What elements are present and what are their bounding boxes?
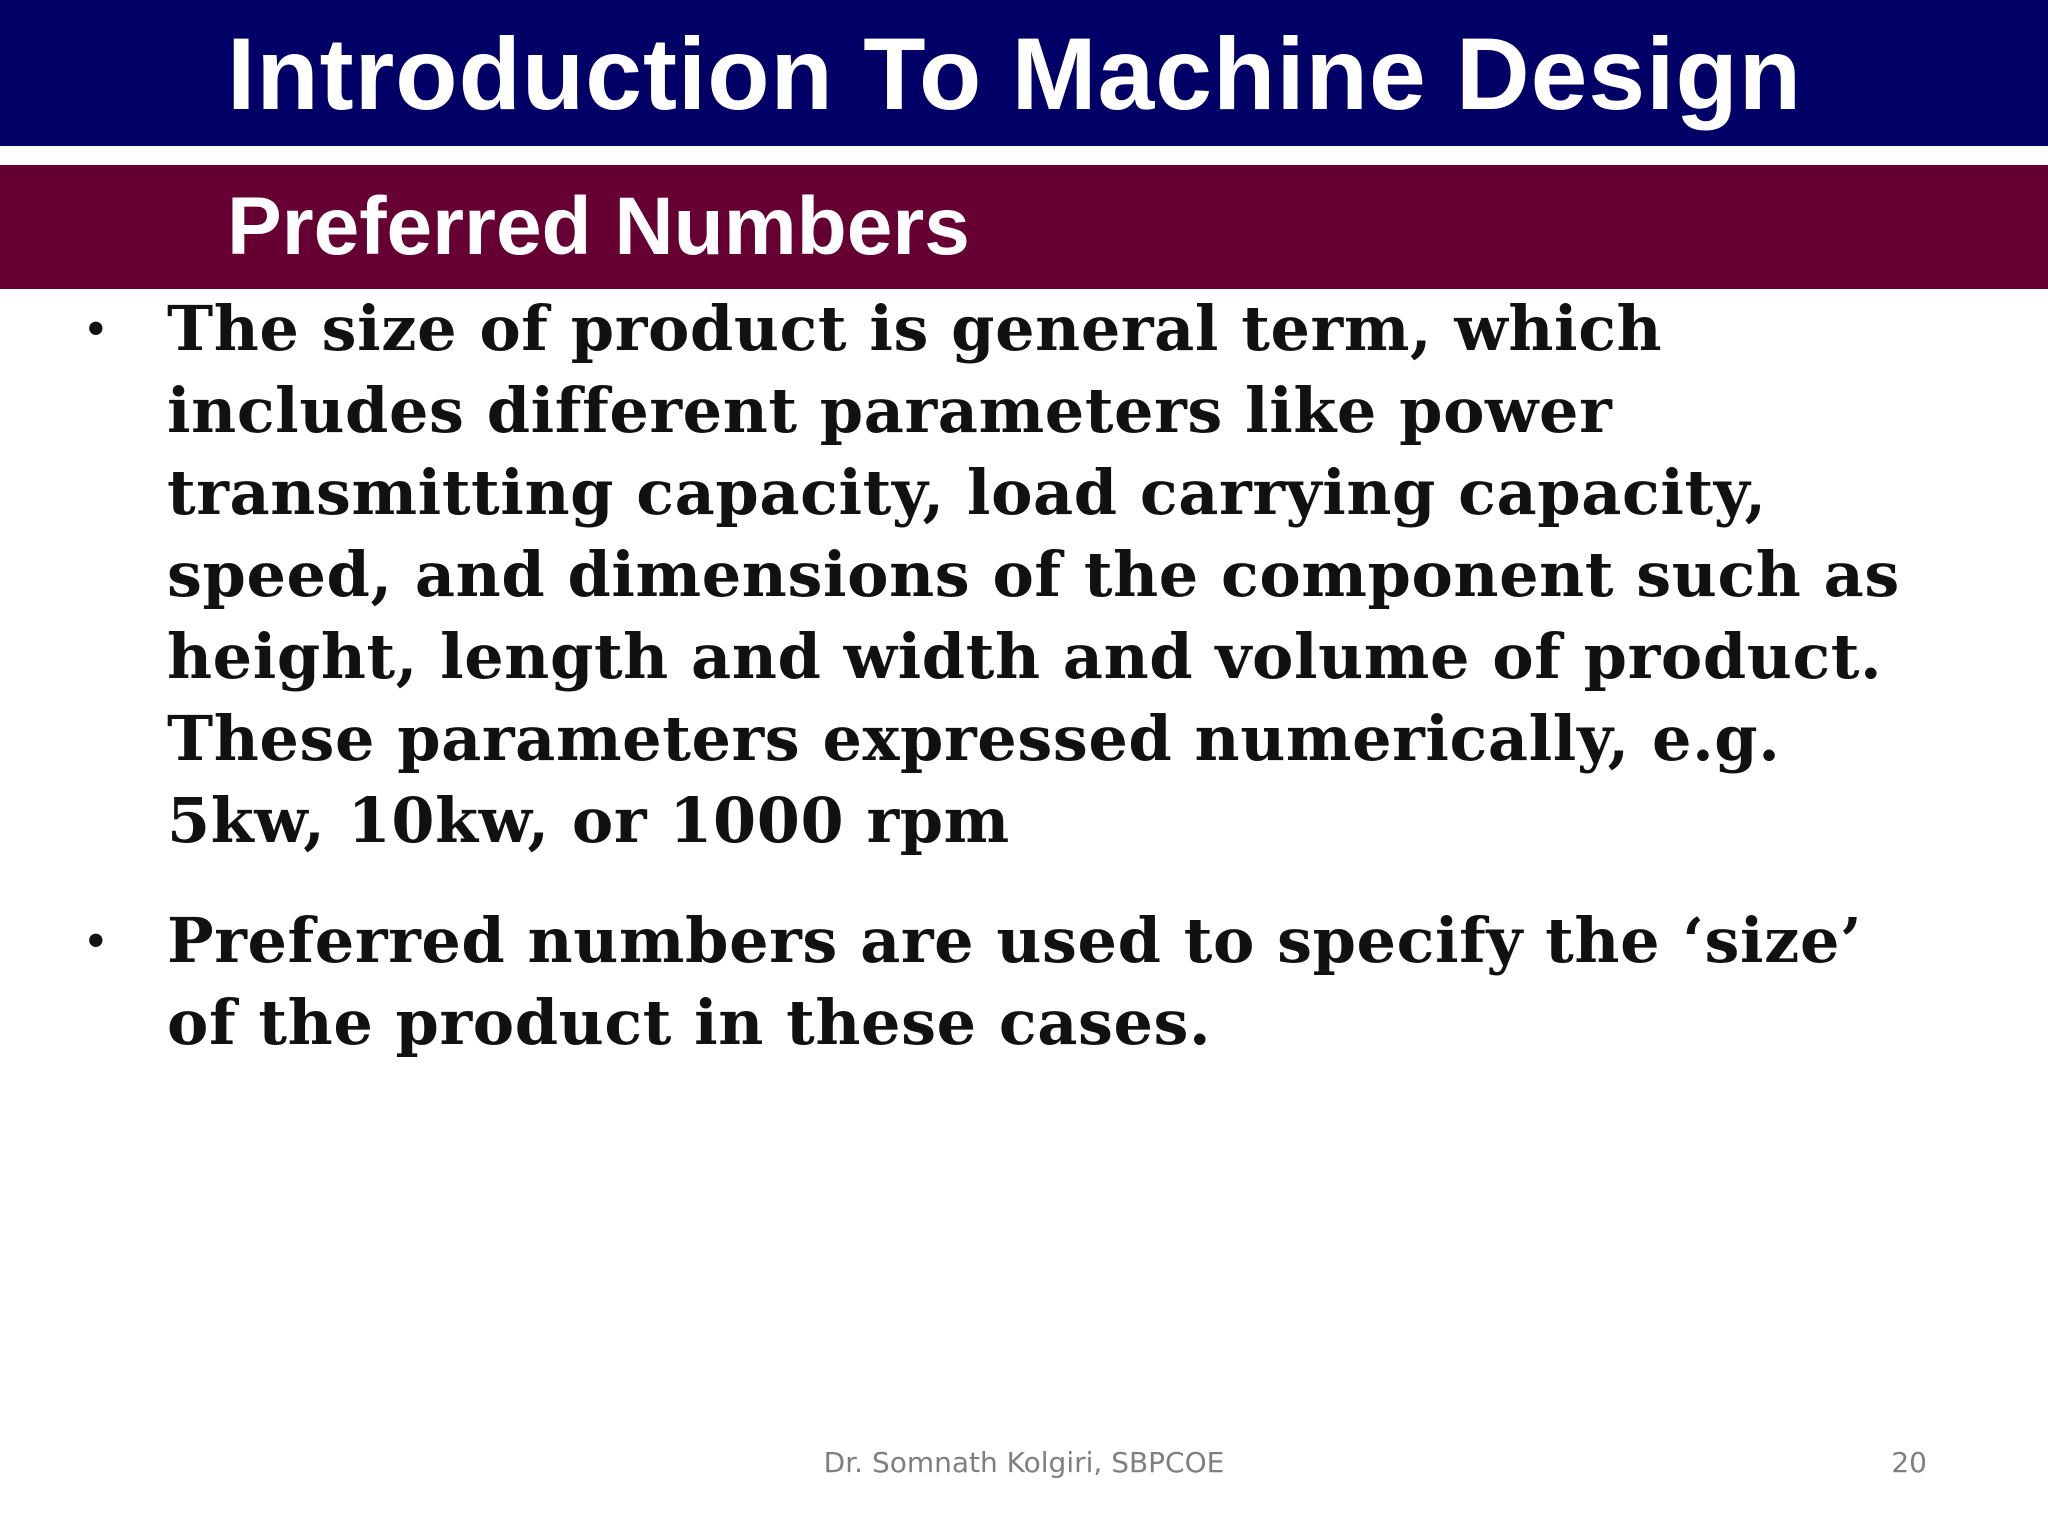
subtitle-band	[0, 165, 2048, 289]
slide-title: Introduction To Machine Design	[227, 17, 1803, 131]
bullet-text: Preferred numbers are used to specify the ‘size’ of the product in these cases.	[167, 904, 1863, 1059]
bullet-list	[0, 288, 2048, 1102]
bullet-item	[0, 288, 2048, 862]
slide-subtitle: Preferred Numbers	[227, 181, 970, 272]
title-band	[0, 0, 2048, 146]
bullet-text: The size of product is general term, which includes different parameters like power transmitting capacity, load carrying capacity, speed, and dimensions of the component such as height, length and width and volume of product. These parameters expressed numerically, e.g. 5kw, 10kw, or 1000 rpm	[167, 292, 1900, 857]
bullet-icon: •	[86, 910, 106, 972]
slide-page-number: 20	[1891, 1446, 1927, 1479]
footer-author: Dr. Somnath Kolgiri, SBPCOE	[823, 1446, 1225, 1479]
bullet-item	[0, 900, 2048, 1064]
bullet-icon: •	[86, 298, 106, 360]
